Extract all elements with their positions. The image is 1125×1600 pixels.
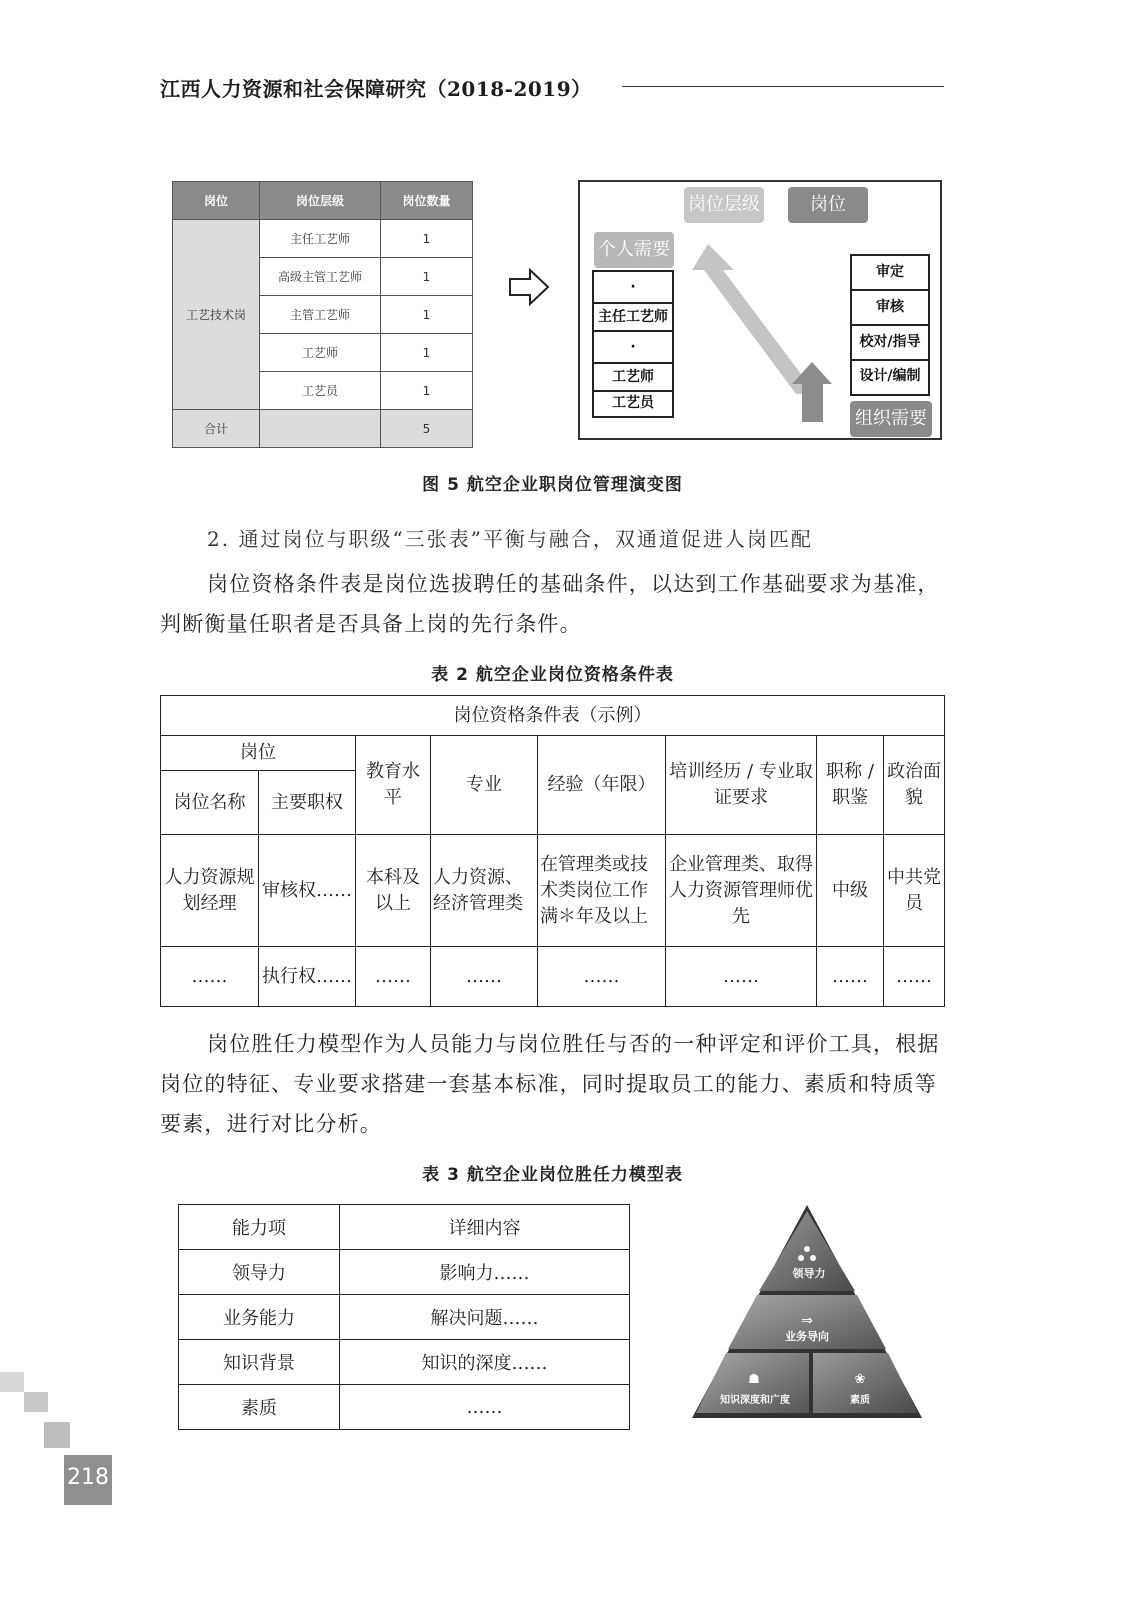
table-row [179,1295,630,1340]
table-row [179,1385,630,1430]
count-cell: 1 [381,334,473,372]
cell: 知识的深度…… [340,1340,630,1385]
header-cell: 岗位 [161,736,356,771]
page-number: 218 [67,1465,109,1490]
duty-stack [850,254,930,396]
cell: …… [340,1385,630,1430]
level-cell: 主任工艺师 [260,220,381,258]
cell: …… [666,947,817,1007]
cell: 执行权…… [259,947,356,1007]
duty-item: 审定 [852,256,928,291]
cell: 解决问题…… [340,1295,630,1340]
header-cell: 岗位数量 [381,182,473,220]
header-cell: 主要职权 [259,771,356,835]
header-cell: 能力项 [179,1205,340,1250]
personal-need-pill: 个人需要 [594,232,674,268]
cell: …… [817,947,884,1007]
header-cell: 岗位层级 [260,182,381,220]
cell: 知识背景 [179,1340,340,1385]
header-cell: 教育水平 [356,736,431,835]
total-empty-cell [260,410,381,448]
cell: 企业管理类、取得人力资源管理师优先 [666,835,817,947]
cell: …… [161,947,259,1007]
header-cell: 岗位 [173,182,260,220]
count-cell: 1 [381,220,473,258]
paragraph: 岗位胜任力模型作为人员能力与岗位胜任与否的一种评定和评价工具，根据岗位的特征、专业要求搭建一套基本标准，同时提取员工的能力、素质和特质等要素，进行对比分析。 [160,1032,940,1136]
table-title-row [161,696,945,736]
table-row [161,835,945,947]
count-cell: 1 [381,372,473,410]
count-cell: 1 [381,258,473,296]
figure-caption: 图 5 航空企业职岗位管理演变图 [422,475,683,495]
ladder-item: 工艺员 [612,395,654,411]
cell: 中级 [817,835,884,947]
header-cell: 岗位名称 [161,771,259,835]
group-label-cell: 工艺技术岗 [173,220,260,410]
cell: 人力资源、经济管理类 [431,835,538,947]
right-arrow-icon [508,268,550,306]
level-cell: 工艺师 [260,334,381,372]
paw-icon: ❀ [854,1372,866,1387]
cell: 在管理类或技术类岗位工作满＊年及以上 [538,835,666,947]
cell: 中共党员 [884,835,945,947]
competency-table [178,1204,630,1430]
book-icon: ☗ [748,1372,760,1387]
corner-decoration [44,1422,70,1448]
cell: 业务能力 [179,1295,340,1340]
org-need-pill: 组织需要 [850,401,932,437]
pyramid-label-bottom-right: 素质 [850,1395,870,1406]
cell: 本科及以上 [356,835,431,947]
ladder-dots: · [594,332,672,364]
pyramid-label-top: 领导力 [792,1267,826,1280]
table-caption: 表 2 航空企业岗位资格条件表 [431,665,674,685]
cell: 审核权…… [259,835,356,947]
corner-decoration [24,1392,48,1412]
cell: …… [538,947,666,1007]
running-header: 江西人力资源和社会保障研究（2018-2019） [160,77,592,101]
table-caption: 表 3 航空企业岗位胜任力模型表 [422,1165,683,1185]
duty-item: 审核 [852,291,928,326]
post-level-table [172,181,473,448]
pyramid-label-bottom-left: 知识深度和广度 [720,1395,790,1406]
table-header-row [179,1205,630,1250]
cell: 影响力…… [340,1250,630,1295]
table-total-row [173,410,473,448]
table-row [179,1250,630,1295]
level-cell: 高级主管工艺师 [260,258,381,296]
table-row [173,220,473,258]
cell: 素质 [179,1385,340,1430]
level-cell: 主管工艺师 [260,296,381,334]
cell: …… [431,947,538,1007]
pyramid-label-middle: 业务导向 [785,1330,829,1343]
level-cell: 工艺员 [260,372,381,410]
paragraph: 岗位资格条件表是岗位选拔聘任的基础条件，以达到工作基础要求为基准，判断衡量任职者是否具备上岗的先行条件。 [160,572,940,636]
header-cell: 专业 [431,736,538,835]
header-rule [622,86,944,87]
arrow-right-icon: ⇒ [801,1313,813,1329]
cell: …… [884,947,945,1007]
section-subheading: 2. 通过岗位与职级“三张表”平衡与融合，双通道促进人岗匹配 [207,527,813,551]
career-ladder-stack [592,270,674,418]
count-cell: 1 [381,296,473,334]
corner-decoration [0,1372,24,1392]
ladder-dots: · [594,272,672,304]
ladder-item: 主任工艺师 [594,304,672,332]
header-cell: 详细内容 [340,1205,630,1250]
table-header-row [161,736,945,771]
cell: …… [356,947,431,1007]
duty-item: 设计/编制 [859,368,921,384]
header-cell: 经验（年限） [538,736,666,835]
qualification-table [160,695,945,1007]
duty-item: 校对/指导 [852,326,928,361]
cell: 人力资源规划经理 [161,835,259,947]
ladder-item: 工艺师 [594,364,672,392]
header-cell: 政治面貌 [884,736,945,835]
post-level-pill: 岗位层级 [684,187,764,223]
header-cell: 职称 / 职鉴 [817,736,884,835]
post-evolution-diagram [578,180,942,440]
table-title: 岗位资格条件表（示例） [161,696,945,736]
table-header-row [173,182,473,220]
total-value-cell: 5 [381,410,473,448]
total-label-cell: 合计 [173,410,260,448]
table-row [161,947,945,1007]
cell: 领导力 [179,1250,340,1295]
competency-pyramid [690,1203,924,1421]
header-cell: 培训经历 / 专业取证要求 [666,736,817,835]
table-row [179,1340,630,1385]
post-pill: 岗位 [788,187,868,223]
